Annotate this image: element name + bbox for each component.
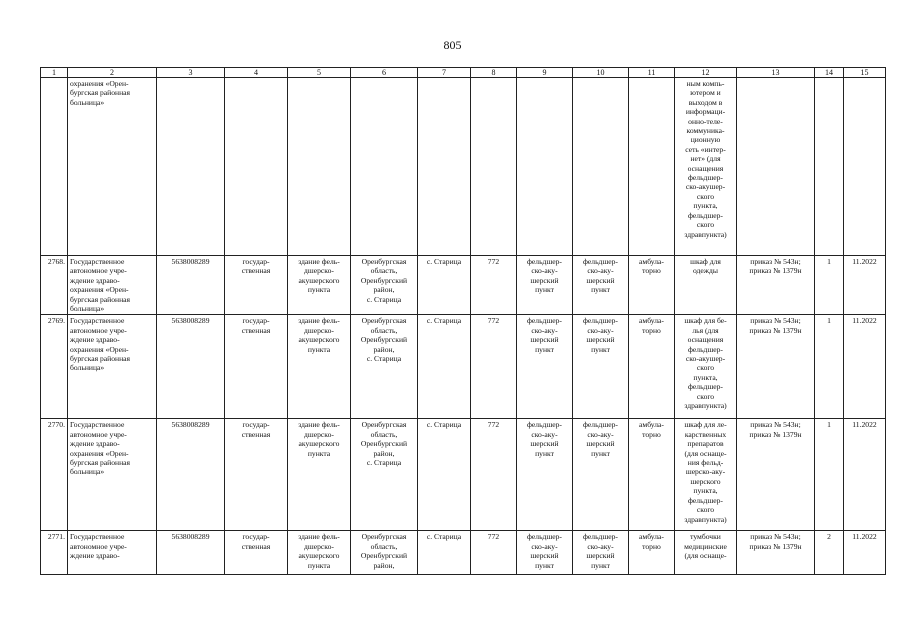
address-cell — [351, 78, 418, 256]
care-mode-cell: амбула- торно — [629, 531, 675, 575]
care-mode-cell: амбула- торно — [629, 256, 675, 315]
settlement-cell — [418, 78, 471, 256]
quantity-cell: 1 — [815, 256, 844, 315]
date-cell — [844, 78, 886, 256]
code-cell — [471, 78, 517, 256]
column-number: 10 — [573, 68, 629, 78]
inn-cell: 5638008289 — [157, 419, 225, 531]
column-number: 2 — [68, 68, 157, 78]
quantity-cell — [815, 78, 844, 256]
code-cell: 772 — [471, 315, 517, 419]
building-cell: здание фель- дшерско- акушерского пункта — [288, 256, 351, 315]
inn-cell — [157, 78, 225, 256]
column-number: 12 — [675, 68, 737, 78]
code-cell: 772 — [471, 256, 517, 315]
column-number: 14 — [815, 68, 844, 78]
building-cell: здание фель- дшерско- акушерского пункта — [288, 315, 351, 419]
order-cell: приказ № 543н; приказ № 1379н — [737, 256, 815, 315]
column-number: 7 — [418, 68, 471, 78]
facility-kind-cell: фельдшер- ско-аку- шерский пункт — [573, 256, 629, 315]
table-body — [41, 68, 886, 575]
column-number: 1 — [41, 68, 68, 78]
order-cell — [737, 78, 815, 256]
ownership-cell: государ- ственная — [225, 531, 288, 575]
column-number: 13 — [737, 68, 815, 78]
facility-kind-cell — [573, 78, 629, 256]
building-cell — [288, 78, 351, 256]
facility-kind-cell: фельдшер- ско-аку- шерский пункт — [573, 531, 629, 575]
quantity-cell: 1 — [815, 419, 844, 531]
date-cell: 11.2022 — [844, 256, 886, 315]
institution-name-cell: Государственное автономное учре- ждение здраво- охранения «Орен- бургская районная больница» — [68, 256, 157, 315]
column-number: 4 — [225, 68, 288, 78]
facility-type-cell: фельдшер- ско-аку- шерский пункт — [517, 419, 573, 531]
registry-table — [40, 67, 886, 575]
order-cell: приказ № 543н; приказ № 1379н — [737, 315, 815, 419]
page-number: 805 — [443, 38, 462, 52]
settlement-cell: с. Старица — [418, 256, 471, 315]
inn-cell: 5638008289 — [157, 531, 225, 575]
table-row — [41, 78, 886, 256]
date-cell: 11.2022 — [844, 531, 886, 575]
ownership-cell — [225, 78, 288, 256]
settlement-cell: с. Старица — [418, 419, 471, 531]
ownership-cell: государ- ственная — [225, 315, 288, 419]
address-cell: Оренбургская область, Оренбургский район, с. Старица — [351, 419, 418, 531]
column-number: 5 — [288, 68, 351, 78]
order-cell: приказ № 543н; приказ № 1379н — [737, 419, 815, 531]
address-cell: Оренбургская область, Оренбургский район, с. Старица — [351, 256, 418, 315]
quantity-cell: 1 — [815, 315, 844, 419]
inn-cell: 5638008289 — [157, 315, 225, 419]
equipment-cell: ным компь- ютером и выходом в информаци- онно-теле- коммуника- ционную сеть «интер- нет» (для оснащения фельдшер- ско-акушер- ского пункта, фельдшер- ского здравпункта) — [675, 78, 737, 256]
institution-name-cell: Государственное автономное учре- ждение здраво- — [68, 531, 157, 575]
ownership-cell: государ- ственная — [225, 419, 288, 531]
row-number-cell: 2770. — [41, 419, 68, 531]
facility-kind-cell: фельдшер- ско-аку- шерский пункт — [573, 419, 629, 531]
column-number: 9 — [517, 68, 573, 78]
date-cell: 11.2022 — [844, 315, 886, 419]
date-cell: 11.2022 — [844, 419, 886, 531]
institution-name-cell: Государственное автономное учре- ждение здраво- охранения «Орен- бургская районная больница» — [68, 315, 157, 419]
building-cell: здание фель- дшерско- акушерского пункта — [288, 419, 351, 531]
row-number-cell: 2771. — [41, 531, 68, 575]
institution-name-cell: Государственное автономное учре- ждение здраво- охранения «Орен- бургская районная больница» — [68, 419, 157, 531]
order-cell: приказ № 543н; приказ № 1379н — [737, 531, 815, 575]
care-mode-cell: амбула- торно — [629, 315, 675, 419]
care-mode-cell — [629, 78, 675, 256]
facility-type-cell: фельдшер- ско-аку- шерский пункт — [517, 531, 573, 575]
address-cell: Оренбургская область, Оренбургский район, с. Старица — [351, 315, 418, 419]
column-number: 11 — [629, 68, 675, 78]
code-cell: 772 — [471, 419, 517, 531]
row-number-cell: 2769. — [41, 315, 68, 419]
facility-type-cell: фельдшер- ско-аку- шерский пункт — [517, 315, 573, 419]
inn-cell: 5638008289 — [157, 256, 225, 315]
facility-type-cell — [517, 78, 573, 256]
column-number: 15 — [844, 68, 886, 78]
settlement-cell: с. Старица — [418, 531, 471, 575]
table-row — [41, 531, 886, 575]
row-number-cell — [41, 78, 68, 256]
facility-type-cell: фельдшер- ско-аку- шерский пункт — [517, 256, 573, 315]
column-number: 3 — [157, 68, 225, 78]
row-number-cell: 2768. — [41, 256, 68, 315]
table-row — [41, 315, 886, 419]
table-row — [41, 256, 886, 315]
column-number: 6 — [351, 68, 418, 78]
quantity-cell: 2 — [815, 531, 844, 575]
column-numbers-row — [41, 68, 886, 78]
code-cell: 772 — [471, 531, 517, 575]
equipment-cell: шкаф для ле- карственных препаратов (для оснаще- ния фельд- шерско-аку- шерского пункта, фельдшер- ского здравпункта) — [675, 419, 737, 531]
building-cell: здание фель- дшерско- акушерского пункта — [288, 531, 351, 575]
institution-name-cell: охранения «Орен- бургская районная больница» — [68, 78, 157, 256]
ownership-cell: государ- ственная — [225, 256, 288, 315]
address-cell: Оренбургская область, Оренбургский район, — [351, 531, 418, 575]
facility-kind-cell: фельдшер- ско-аку- шерский пункт — [573, 315, 629, 419]
care-mode-cell: амбула- торно — [629, 419, 675, 531]
equipment-cell: шкаф для одежды — [675, 256, 737, 315]
equipment-cell: шкаф для бе- лья (для оснащения фельдшер- ско-акушер- ского пункта, фельдшер- ского здравпункта) — [675, 315, 737, 419]
settlement-cell: с. Старица — [418, 315, 471, 419]
equipment-cell: тумбочки медицинские (для оснаще- — [675, 531, 737, 575]
column-number: 8 — [471, 68, 517, 78]
table-row — [41, 419, 886, 531]
